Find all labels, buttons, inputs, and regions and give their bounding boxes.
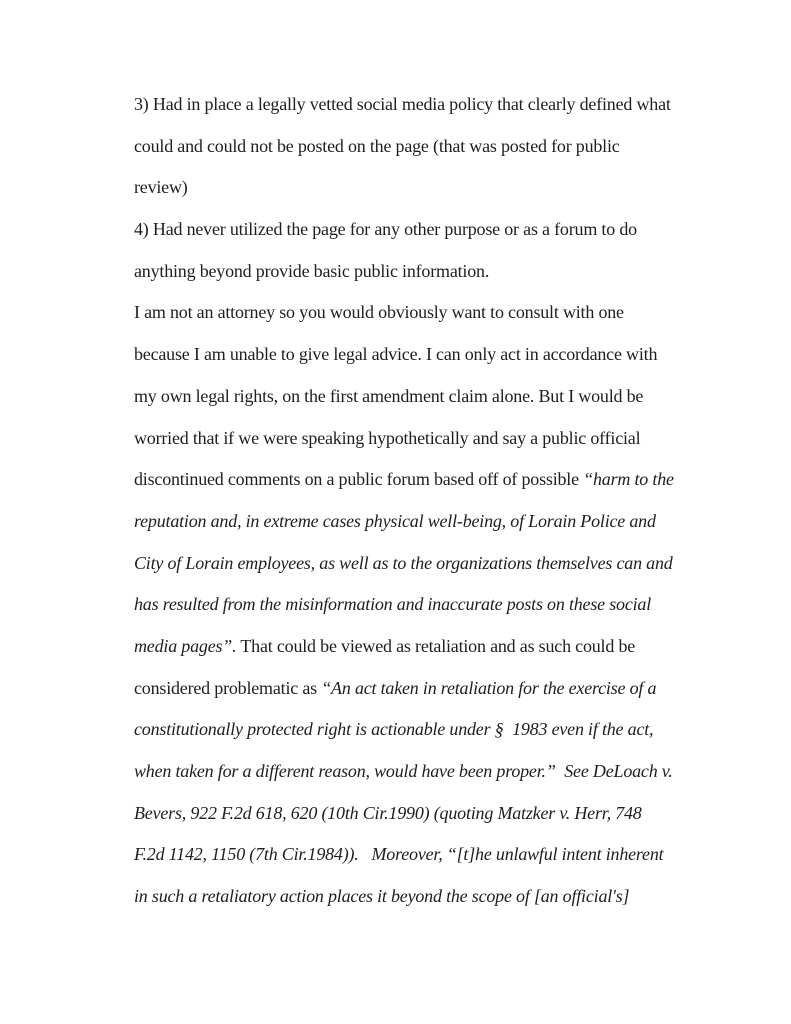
text-segment: discontinued comments on a public forum based off of possible [134,469,584,490]
text-segment: 3) Had in place a legally vetted social media policy that clearly defined what [134,94,671,114]
document-text [134,84,774,918]
text-line [134,709,774,751]
text-segment: City of Lorain employees, as well as to the organizations themselves can and [134,552,673,573]
text-segment: constitutionally protected right is actionable under § 1983 even if the act, [134,719,654,740]
text-line [134,876,774,918]
text-line [134,209,774,251]
text-segment: That could be viewed as retaliation and as such could be [236,635,636,656]
text-segment: 4) Had never utilized the page for any other purpose or as a forum to do [134,219,637,240]
text-line [134,459,774,501]
text-segment: worried that if we were speaking hypothetically and say a public official [134,427,641,448]
text-line [134,584,774,626]
text-segment: review) [134,177,188,198]
text-segment: considered problematic as [134,677,322,698]
text-segment: I am not an attorney so you would obviously want to consult with one [134,302,624,323]
text-line [134,418,774,460]
text-segment: reputation and, in extreme cases physical well-being, of Lorain Police and [134,510,656,531]
text-line [134,334,774,376]
text-segment: has resulted from the misinformation and inaccurate posts on these social [134,594,652,615]
text-segment: F.2d 1142, 1150 (7th Cir.1984)). Moreover, “[t]he unlawful intent inherent [134,844,664,865]
text-segment: media pages”. [134,635,237,656]
text-line [134,793,774,835]
text-line [134,501,774,543]
text-line [134,292,774,334]
text-line [134,84,774,126]
text-line [134,626,774,668]
text-line [134,834,774,876]
text-segment: anything beyond provide basic public information. [134,260,490,281]
text-line [134,126,774,168]
text-segment: “An act taken in retaliation for the exercise of a [321,677,657,698]
text-line [134,167,774,209]
text-segment: my own legal rights, on the first amendment claim alone. But I would be [134,385,644,406]
text-line [134,376,774,418]
text-segment: Bevers, 922 F.2d 618, 620 (10th Cir.1990) (quoting Matzker v. Herr, 748 [134,802,642,823]
text-segment: when taken for a different reason, would have been proper.” See DeLoach v. [134,761,673,781]
text-line [134,668,774,710]
text-line [134,543,774,585]
text-segment: could and could not be posted on the page (that was posted for public [134,135,620,156]
text-line [134,251,774,293]
text-segment: because I am unable to give legal advice. I can only act in accordance with [134,344,658,365]
text-line [134,751,774,793]
text-segment: in such a retaliatory action places it beyond the scope of [an official's] [134,886,630,907]
text-segment: “harm to the [583,469,674,490]
